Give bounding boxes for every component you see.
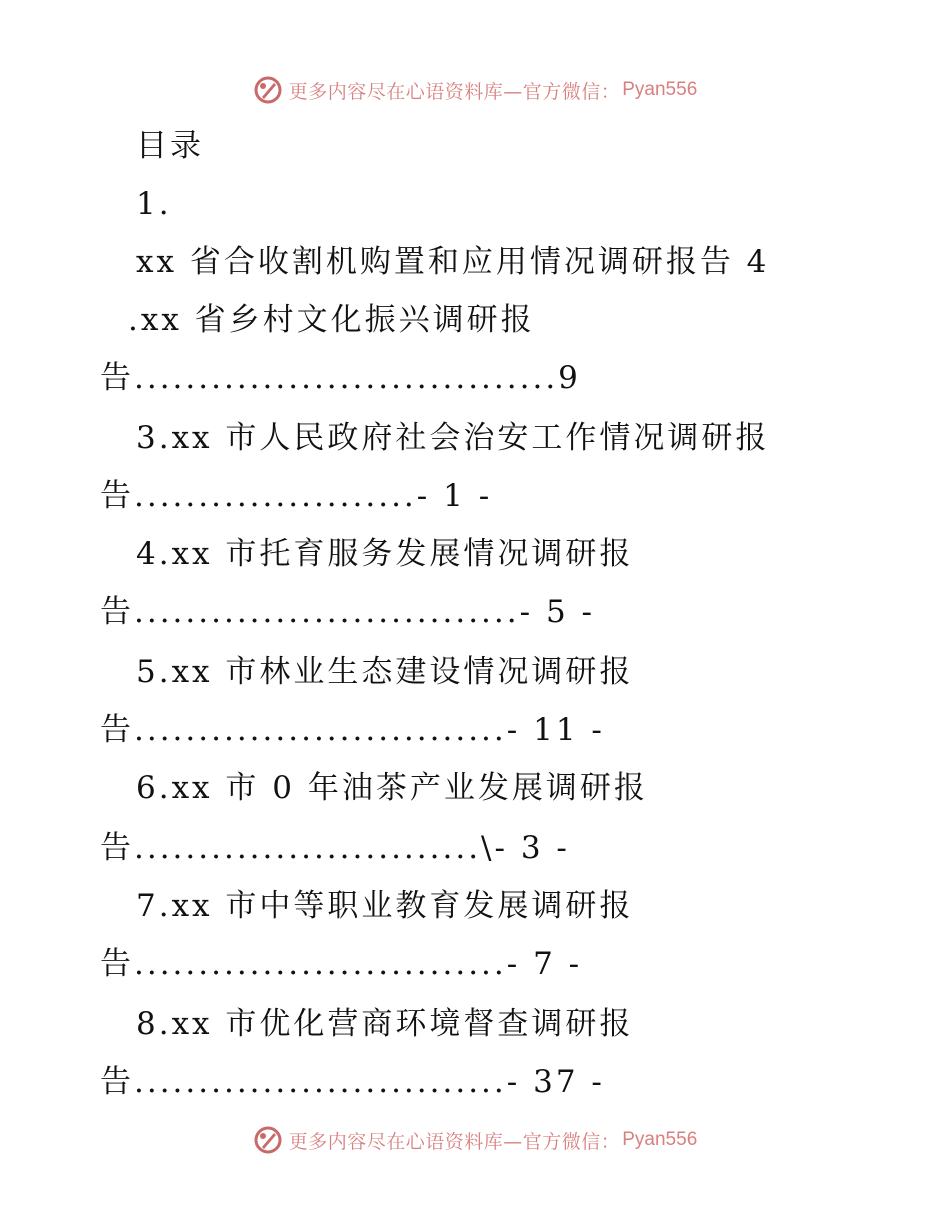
quill-seal-icon: [253, 1125, 283, 1155]
footer-watermark: [0, 1120, 950, 1160]
toc-line: 告.............................- 11 -: [100, 712, 605, 748]
toc-title: 目录: [136, 128, 204, 164]
header-watermark: [0, 70, 950, 110]
toc-line: 5.xx 市林业生态建设情况调研报: [136, 654, 634, 690]
toc-line: 7.xx 市中等职业教育发展调研报: [136, 888, 634, 924]
toc-line: 告.................................9: [100, 360, 581, 396]
toc-line: 1.: [136, 186, 172, 222]
watermark-text: 更多内容尽在心语资料库—官方微信：: [288, 1130, 621, 1153]
toc-line: xx 省合收割机购置和应用情况调研报告 4: [136, 244, 770, 280]
quill-seal-icon: [253, 75, 283, 105]
toc-line: 告.............................- 7 -: [100, 946, 583, 982]
wechat-id: Pyan556: [622, 1129, 698, 1150]
toc-line: .xx 省乡村文化振兴调研报: [128, 302, 535, 338]
toc-line: 告..............................- 5 -: [100, 594, 596, 630]
wechat-id: Pyan556: [622, 79, 698, 100]
toc-line: 3.xx 市人民政府社会治安工作情况调研报: [136, 420, 770, 456]
watermark-text: 更多内容尽在心语资料库—官方微信：: [288, 80, 621, 103]
toc-line: 6.xx 市 0 年油茶产业发展调研报: [136, 770, 648, 806]
toc-line: 4.xx 市托育服务发展情况调研报: [136, 536, 634, 572]
toc-line: 告......................- 1 -: [100, 478, 493, 514]
toc-line: 8.xx 市优化营商环境督查调研报: [136, 1006, 634, 1042]
toc-line: 告.............................- 37 -: [100, 1064, 605, 1100]
toc-line: 告...........................\- 3 -: [100, 830, 570, 866]
